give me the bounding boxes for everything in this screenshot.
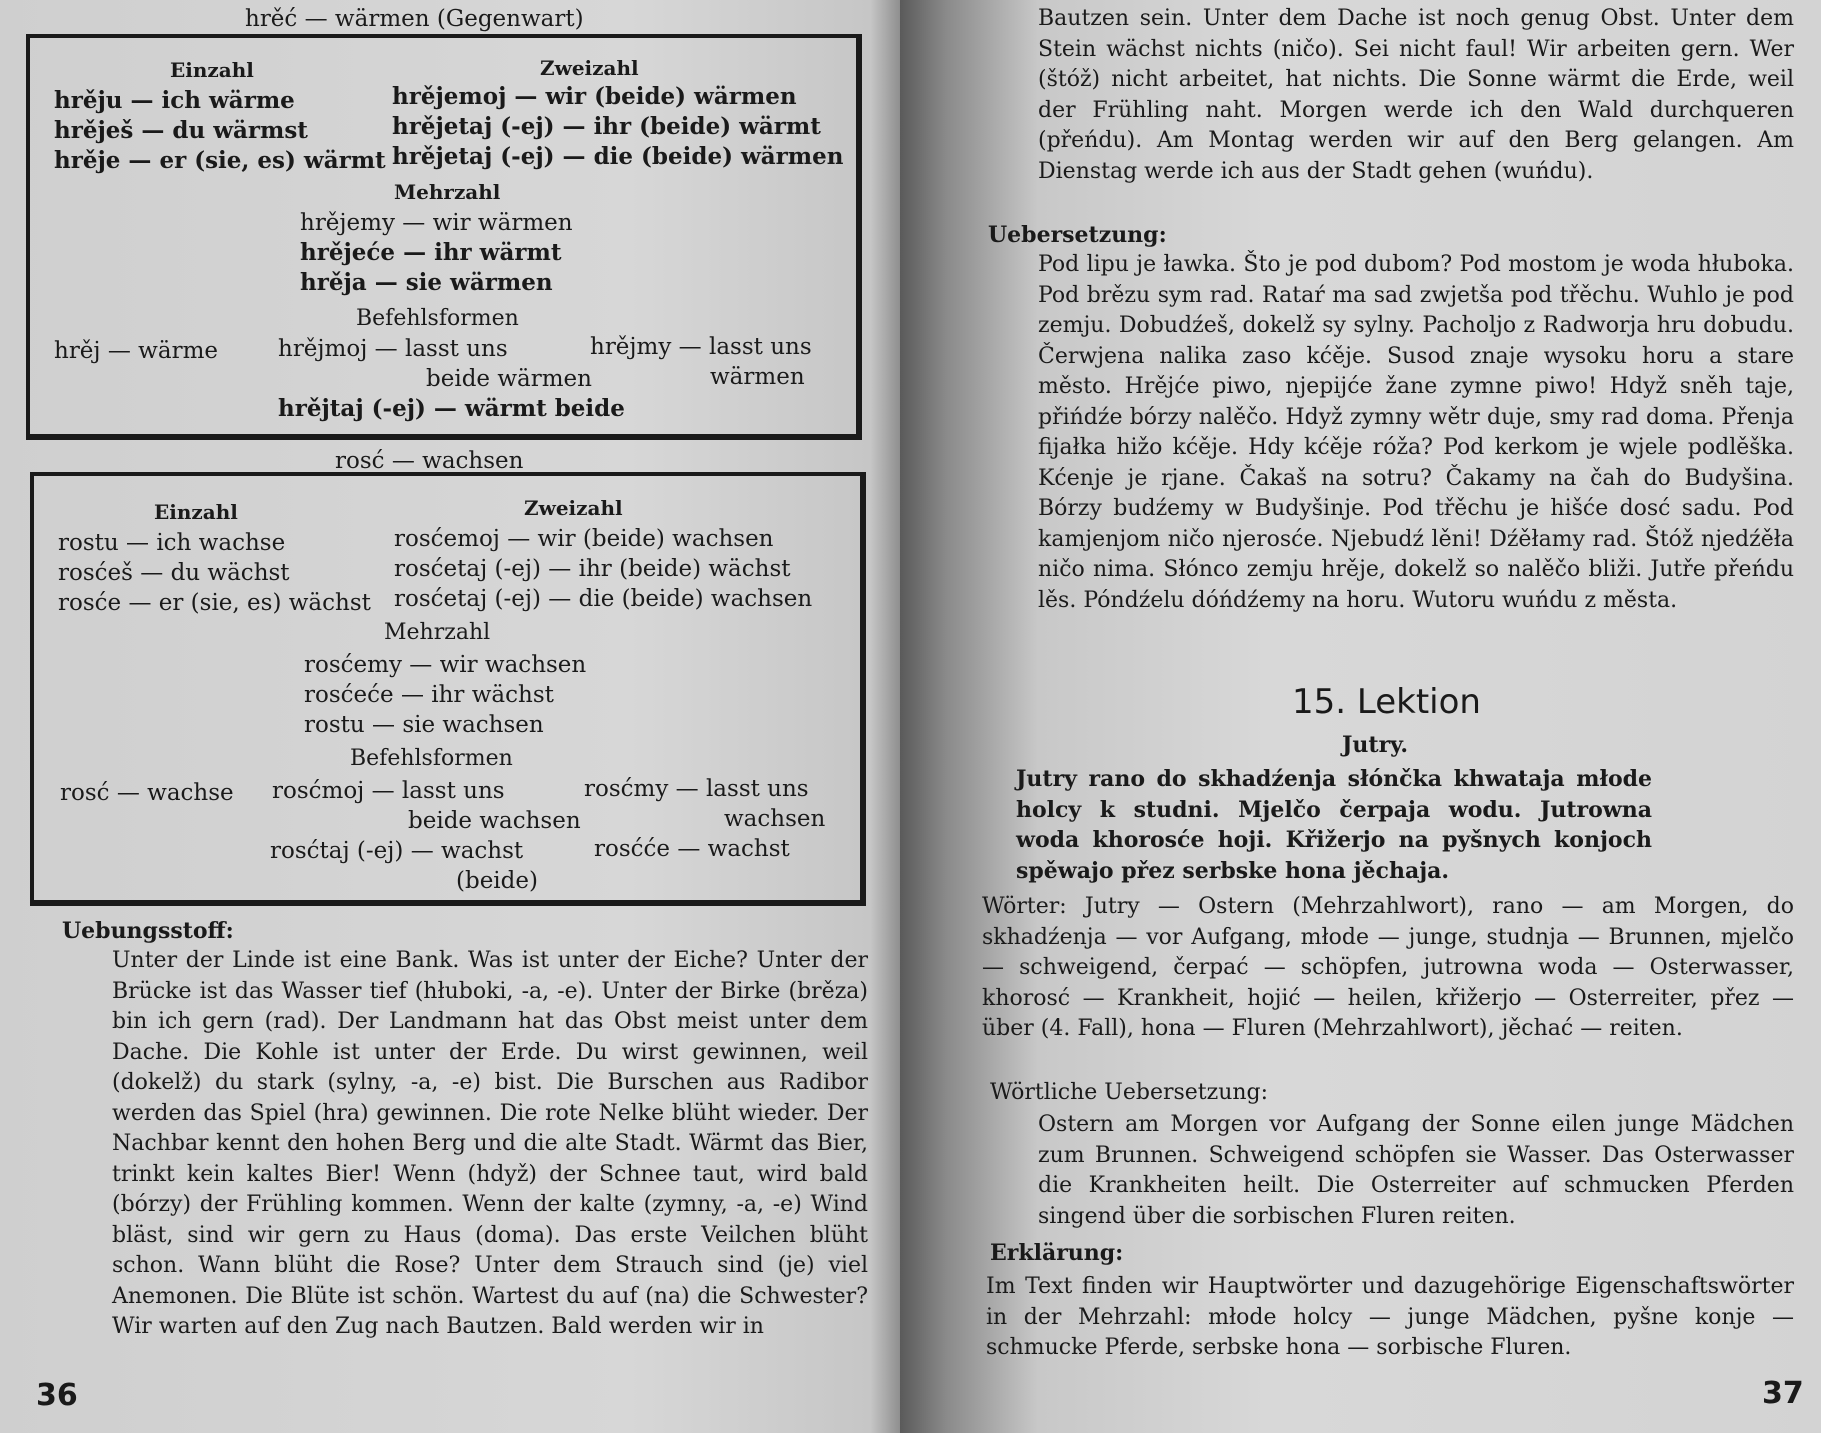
mehrzahl-row: rosćeće — ihr wächst xyxy=(304,682,554,708)
einzahl-row: rostu — ich wachse xyxy=(58,530,286,556)
imperative-sg: hrěj — wärme xyxy=(54,338,218,364)
mehrzahl-row: rosćemy — wir wachsen xyxy=(304,652,587,678)
woerter-paragraph xyxy=(982,892,1794,1045)
mehrzahl-heading: Mehrzahl xyxy=(394,180,501,204)
einzahl-heading: Einzahl xyxy=(170,58,254,82)
imperative-du-b: beide wärmen xyxy=(426,366,592,392)
einzahl-row: hrěju — ich wärme xyxy=(54,87,295,114)
imperative-du-a: rosćmoj — lasst uns xyxy=(272,778,505,804)
uebersetzung-text xyxy=(1038,250,1794,616)
right-page xyxy=(900,0,1821,1433)
conjugation-table-hrec xyxy=(26,34,862,440)
imperative-pl-b: wärmen xyxy=(710,364,805,390)
uebungsstoff-label: Uebungsstoff: xyxy=(62,918,234,944)
zweizahl-row: rosćetaj (-ej) — die (beide) wachsen xyxy=(394,586,813,612)
imperative-du-a: hrějmoj — lasst uns xyxy=(278,336,508,362)
mehrzahl-row: hrěja — sie wärmen xyxy=(300,269,553,296)
einzahl-row: rosće — er (sie, es) wächst xyxy=(58,590,371,616)
imperative-pl2: rosćće — wachst xyxy=(594,836,790,862)
befehlsformen-heading: Befehlsformen xyxy=(356,306,519,331)
zweizahl-row: hrějemoj — wir (beide) wärmen xyxy=(392,83,797,110)
woertliche-text xyxy=(1038,1110,1794,1232)
zweizahl-row: hrějetaj (-ej) — ihr (beide) wärmt xyxy=(392,113,821,140)
imperative-du2-a: rosćtaj (-ej) — wachst xyxy=(270,838,524,864)
page-number: 36 xyxy=(36,1378,78,1413)
intro-paragraph: Bautzen sein. Unter dem Dache ist noch genug Obst. Unter dem Stein wächst nichts (ničo). Sei nicht faul! Wir arbeiten gern. Wer (štóž) nicht arbeitet, hat nichts. Die Sonne wärmt die Erde, weil der Frühling naht. Morgen werde ich den Wald durchqueren (přeńdu). Am Montag werden wir auf den Berg gelangen. Am Dienstag werde ich aus der Stadt gehen (wuńdu). xyxy=(1038,6,1794,184)
verb1-title: hrěć — wärmen (Gegenwart) xyxy=(245,6,584,32)
mehrzahl-row: rostu — sie wachsen xyxy=(304,712,544,738)
einzahl-heading: Einzahl xyxy=(154,500,238,524)
zweizahl-row: hrějetaj (-ej) — die (beide) wärmen xyxy=(392,143,844,170)
imperative-pl-a: hrějmy — lasst uns xyxy=(590,334,812,360)
mehrzahl-row: hrějemy — wir wärmen xyxy=(300,210,573,236)
lesson-text xyxy=(1016,764,1652,886)
uebungsstoff-paragraph: Unter der Linde ist eine Bank. Was ist unter der Eiche? Unter der Brücke ist das Wasser tief (hłuboki, -a, -e). Unter der Birke (brěza) bin ich gern (rad). Der Landmann hat das Obst meist unter dem Dache. Die Kohle ist unter der Erde. Du wirst gewinnen, weil (dokelž) du stark (sylny, -a, -e) bist. Die Burschen aus Radibor werden das Spiel (hra) gewinnen. Die rote Nelke blüht wieder. Der Nachbar kennt den hohen Berg und die alte Stadt. Wärmt das Bier, trinkt kein kaltes Bier! Wenn (hdyž) der Schnee taut, wird bald (bórzy) der Frühling kommen. Wenn der kalte (zymny, -a, -e) Wind bläst, sind wir gern zu Haus (doma). Das erste Veilchen blüht schon. Wann blüht die Rose? Unter dem Strauch sind (je) viel Anemonen. Die Blüte ist schön. Wartest du auf (na) die Schwester? Wir warten auf den Zug nach Bautzen. Bald werden wir in xyxy=(112,948,868,1339)
woerter-block xyxy=(982,892,1794,1045)
intro-text xyxy=(1038,4,1794,187)
uebersetzung-paragraph: Pod lipu je ławka. Što je pod dubom? Pod mostom je woda hłuboka. Pod brězu sym rad. Rataŕ ma sad zwjetša pod třěchu. Wuhlo je pod zemju. Dobudźeš, dokelž sy sylny. Pacholjo z Radworja hru dobudu. Čerwjena nalika zaso kćěje. Susod znaje wysoku horu a stare město. Hrějće piwo, njepijće žane zymne piwo! Hdyž sněh taje, přińdźe bórzy nalěčo. Hdyž zymny wětr duje, smy rad doma. Přenja fijałka hižo kćěje. Hdy kćěje róža? Pod kerkom je wjele podlěška. Kćenje je rjane. Čakaš na sotru? Čakamy na čah do Budyšina. Bórzy budźemy w Budyšinje. Pod třěchu je hišće dosć sadu. Pod kamjenjom ničo njerosće. Njebudź lěni! Dźěłamy rad. Štóž njedźěła ničo nima. Słónco zemju hrěje, dokelž so nalěčo bliži. Jutře přeńdu lěs. Póndźelu dóńdźemy na horu. Wutoru wuńdu z města. xyxy=(1038,252,1794,613)
page-number: 37 xyxy=(1762,1376,1804,1411)
erklaerung-text xyxy=(986,1272,1794,1364)
woerter-label: Wörter: xyxy=(982,894,1067,919)
mehrzahl-heading: Mehrzahl xyxy=(384,620,491,645)
woertliche-paragraph: Ostern am Morgen vor Aufgang der Sonne eilen junge Mädchen zum Brunnen. Schweigend schöpfen sie Wasser. Das Osterwasser die Krankheiten heilt. Die Osterreiter auf schmucken Pferden singend über die sorbischen Fluren reiten. xyxy=(1038,1112,1794,1229)
imperative-sg: rosć — wachse xyxy=(60,780,234,806)
erklaerung-label: Erklärung: xyxy=(990,1240,1124,1266)
imperative-du2-b: (beide) xyxy=(456,868,538,894)
einzahl-row: hrěje — er (sie, es) wärmt xyxy=(54,147,386,174)
zweizahl-heading: Zweizahl xyxy=(540,56,639,80)
left-page xyxy=(0,0,900,1433)
verb2-title: rosć — wachsen xyxy=(335,448,524,474)
imperative-du2: hrějtaj (-ej) — wärmt beide xyxy=(278,395,625,422)
lesson-subtitle: Jutry. xyxy=(1342,732,1409,758)
einzahl-row: hrěješ — du wärmst xyxy=(54,117,308,144)
conjugation-table-rosc xyxy=(30,472,866,906)
zweizahl-heading: Zweizahl xyxy=(524,496,623,520)
lesson-paragraph: Jutry rano do skhadźenja słónčka khwataja młode holcy k studni. Mjelčo čerpaja wodu. Jutrowna woda khorosće hoji. Křižerjo na pyšnych konjoch spěwajo přez serbske hona jěchaja. xyxy=(1016,766,1652,884)
befehlsformen-heading: Befehlsformen xyxy=(350,746,513,771)
erklaerung-paragraph: Im Text finden wir Hauptwörter und dazugehörige Eigenschaftswörter in der Mehrzahl: młode holcy — junge Mädchen, pyšne konje — schmucke Pferde, serbske hona — sorbische Fluren. xyxy=(986,1274,1794,1360)
zweizahl-row: rosćetaj (-ej) — ihr (beide) wächst xyxy=(394,556,791,582)
zweizahl-row: rosćemoj — wir (beide) wachsen xyxy=(394,526,774,552)
einzahl-row: rosćeš — du wächst xyxy=(58,560,290,586)
woerter-text: Jutry — Ostern (Mehrzahlwort), rano — am Morgen, do skhadźenja — vor Aufgang, młode — junge, studnja — Brunnen, mjelčo — schweigend, čerpać — schöpfen, jutrowna woda — Osterwasser, khorosć — Krankheit, hojić — heilen, křižerjo — Osterreiter, přez — über (4. Fall), hona — Fluren (Mehrzahlwort), jěchać — reiten. xyxy=(982,894,1795,1041)
uebersetzung-label: Uebersetzung: xyxy=(988,222,1167,248)
imperative-pl-b: wachsen xyxy=(724,806,826,832)
uebungsstoff-text xyxy=(112,946,868,1343)
imperative-pl-a: rosćmy — lasst uns xyxy=(584,776,809,802)
mehrzahl-row: hrějeće — ihr wärmt xyxy=(300,239,562,266)
imperative-du-b: beide wachsen xyxy=(408,808,581,834)
lesson-title: 15. Lektion xyxy=(1292,682,1481,722)
woertliche-label: Wörtliche Uebersetzung: xyxy=(990,1080,1269,1105)
